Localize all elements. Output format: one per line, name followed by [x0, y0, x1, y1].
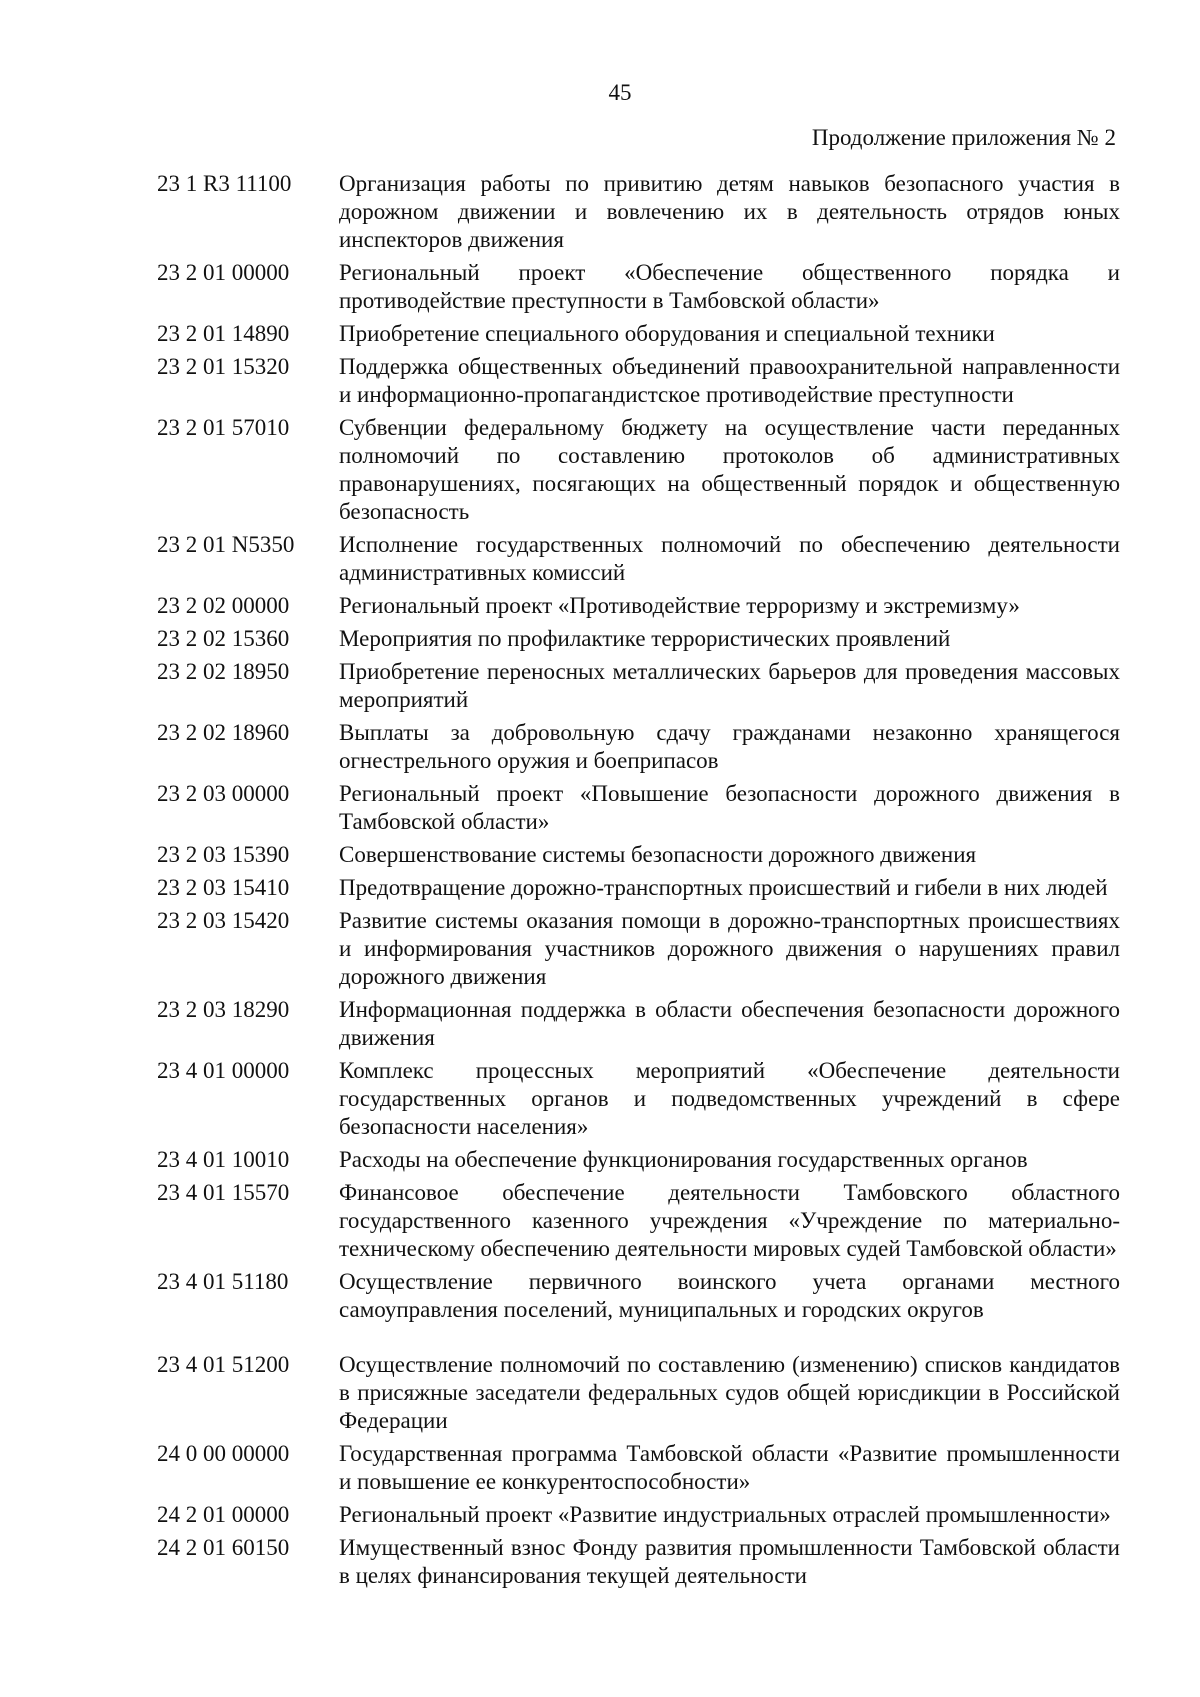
table-row: [157, 1179, 1120, 1263]
table-row: [157, 996, 1120, 1052]
row-code: 23 2 01 57010: [157, 415, 290, 440]
page-number: 45: [608, 80, 632, 105]
row-code: 23 4 01 51180: [157, 1269, 289, 1294]
table-row: [157, 1351, 1120, 1435]
row-description: Предотвращение дорожно-транспортных происшествий и гибели в них людей: [339, 875, 1108, 900]
row-code: 23 2 02 18950: [157, 659, 290, 684]
table-row: [157, 841, 1120, 869]
table-row: [157, 1501, 1120, 1529]
classification-table: [157, 170, 1120, 1595]
row-code: 24 2 01 60150: [157, 1535, 290, 1560]
row-description: Информационная поддержка в области обеспечения безопасности дорожного движения: [339, 997, 1120, 1050]
row-code: 23 2 01 14890: [157, 321, 290, 346]
row-code: 23 2 03 18290: [157, 997, 290, 1022]
table-row: [157, 592, 1120, 620]
row-description: Региональный проект «Развитие индустриальных отраслей промышленности»: [339, 1502, 1111, 1527]
row-code: 23 2 01 15320: [157, 354, 290, 379]
table-row: [157, 414, 1120, 526]
row-description: Региональный проект «Противодействие терроризму и экстремизму»: [339, 593, 1020, 618]
appendix-continuation-title: Продолжение приложения № 2: [811, 125, 1116, 150]
row-description: Региональный проект «Обеспечение общественного порядка и противодействие преступности в Тамбовской области»: [339, 260, 1120, 313]
row-code: 23 2 01 00000: [157, 260, 290, 285]
row-code: 23 1 R3 11100: [157, 171, 292, 196]
row-code: 23 2 01 N5350: [157, 532, 295, 557]
row-description: Субвенции федеральному бюджету на осуществление части переданных полномочий по составлению протоколов об административных правонарушениях, посягающих на общественный порядок и общественную безопасность: [339, 415, 1120, 524]
row-description: Имущественный взнос Фонду развития промышленности Тамбовской области в целях финансирования текущей деятельности: [339, 1535, 1120, 1588]
row-description: Региональный проект «Повышение безопасности дорожного движения в Тамбовской области»: [339, 781, 1120, 834]
row-code: 23 2 02 15360: [157, 626, 290, 651]
row-description: Исполнение государственных полномочий по обеспечению деятельности административных комиссий: [339, 532, 1120, 585]
table-row: [157, 658, 1120, 714]
table-row: [157, 625, 1120, 653]
row-description: Финансовое обеспечение деятельности Тамбовского областного государственного казенного учреждения «Учреждение по материально-техническому обеспечению деятельности мировых судей Тамбовской области»: [339, 1180, 1120, 1261]
row-code: 23 4 01 51200: [157, 1352, 290, 1377]
row-description: Приобретение переносных металлических барьеров для проведения массовых мероприятий: [339, 659, 1120, 712]
row-code: 23 2 03 15420: [157, 908, 290, 933]
row-code: 23 4 01 15570: [157, 1180, 290, 1205]
row-description: Комплекс процессных мероприятий «Обеспечение деятельности государственных органов и подведомственных учреждений в сфере безопасности населения»: [339, 1058, 1120, 1139]
table-row: [157, 1146, 1120, 1174]
table-row: [157, 1268, 1120, 1324]
table-row: [157, 907, 1120, 991]
table-row: [157, 1534, 1120, 1590]
row-code: 23 2 02 00000: [157, 593, 290, 618]
table-row: [157, 780, 1120, 836]
table-row: [157, 719, 1120, 775]
table-row: [157, 259, 1120, 315]
row-description: Расходы на обеспечение функционирования государственных органов: [339, 1147, 1028, 1172]
row-code: 24 2 01 00000: [157, 1502, 290, 1527]
table-row: [157, 1057, 1120, 1141]
row-code: 23 2 03 00000: [157, 781, 290, 806]
table-row: [157, 320, 1120, 348]
row-description: Выплаты за добровольную сдачу гражданами незаконно хранящегося огнестрельного оружия и боеприпасов: [339, 720, 1120, 773]
table-row: [157, 170, 1120, 254]
row-description: Государственная программа Тамбовской области «Развитие промышленности и повышение ее конкурентоспособности»: [339, 1441, 1120, 1494]
row-description: Совершенствование системы безопасности дорожного движения: [339, 842, 977, 867]
row-description: Развитие системы оказания помощи в дорожно-транспортных происшествиях и информирования участников дорожного движения о нарушениях правил дорожного движения: [339, 908, 1120, 989]
table-row: [157, 1440, 1120, 1496]
row-code: 24 0 00 00000: [157, 1441, 290, 1466]
row-description: Приобретение специального оборудования и специальной техники: [339, 321, 995, 346]
row-code: 23 4 01 10010: [157, 1147, 290, 1172]
row-code: 23 2 02 18960: [157, 720, 290, 745]
row-description: Организация работы по привитию детям навыков безопасного участия в дорожном движении и вовлечению их в деятельность отрядов юных инспекторов движения: [339, 171, 1120, 252]
table-row: [157, 353, 1120, 409]
row-description: Осуществление первичного воинского учета органами местного самоуправления поселений, муниципальных и городских округов: [339, 1269, 1120, 1322]
row-description: Мероприятия по профилактике террористических проявлений: [339, 626, 951, 651]
table-row: [157, 531, 1120, 587]
row-description: Поддержка общественных объединений правоохранительной направленности и информационно-пропагандистское противодействие преступности: [339, 354, 1120, 407]
row-code: 23 2 03 15390: [157, 842, 290, 867]
row-code: 23 4 01 00000: [157, 1058, 290, 1083]
row-code: 23 2 03 15410: [157, 875, 290, 900]
table-row: [157, 874, 1120, 902]
row-description: Осуществление полномочий по составлению (изменению) списков кандидатов в присяжные заседатели федеральных судов общей юрисдикции в Российской Федерации: [339, 1352, 1120, 1433]
